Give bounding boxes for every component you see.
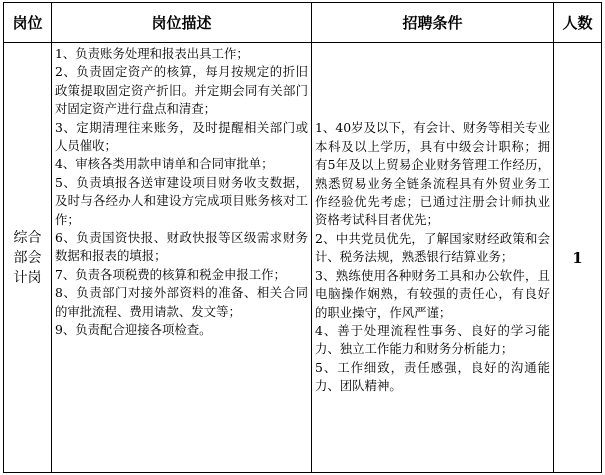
description-item: 2、负责固定资产的核算，每月按规定的折旧政策提取固定资产折旧。并定期会同有关部门对固定资产进行盘点和清查； <box>55 64 308 117</box>
description-item: 5、负责填报各送审建设项目财务收支数据，及时与各经办人和建设方完成项目账务核对工作； <box>55 174 308 227</box>
requirements-cell <box>312 43 554 473</box>
position-cell <box>4 43 52 473</box>
description-item: 3、定期清理往来账务，及时提醒相关部门或人员催收； <box>55 119 308 154</box>
description-item: 6、负责国资快报、财政快报等区级需求财务数据和报表的填报； <box>55 230 308 264</box>
job-table <box>3 2 602 473</box>
description-cell <box>52 43 312 473</box>
description-item: 9、负责配合迎接各项检查。 <box>55 322 212 338</box>
description-item: 8、负责部门对接外部资料的准备、相关合同的审批流程、费用请款、发文等； <box>55 285 308 319</box>
headcount-cell: 1 <box>554 43 602 473</box>
header-count: 人数 <box>554 3 602 43</box>
header-requirements: 招聘条件 <box>312 3 554 43</box>
header-position: 岗位 <box>4 3 52 43</box>
header-description: 岗位描述 <box>52 3 312 43</box>
requirement-item: 4、善于处理流程性事务、良好的学习能力、独立工作能力和财务分析能力； <box>315 322 550 357</box>
requirement-item: 2、中共党员优先，了解国家财经政策和会计、税务法规，熟悉银行结算业务； <box>315 230 550 265</box>
description-item: 7、负责各项税费的核算和税金申报工作； <box>55 266 286 282</box>
position-name: 综合部会计岗 <box>13 229 42 286</box>
description-item: 1、负责账务处理和报表出具工作； <box>55 46 249 61</box>
description-item: 4、审核各类用款申请单和合同审批单； <box>55 156 274 172</box>
requirement-item: 1、40岁及以下，有会计、财务等相关专业本科及以上学历，具有中级会计职称；拥有5年及以上贸易企业财务管理工作经历，熟悉贸易业务全链条流程具有外贸业务工作经验优先考虑；已通过注册会计师执业资格考试科目者优先； <box>315 120 550 228</box>
table-row <box>4 43 602 473</box>
requirement-item: 3、熟练使用各种财务工具和办公软件，且电脑操作娴熟，有较强的责任心，有良好的职业操守，作风严谨； <box>315 267 550 320</box>
header-row <box>4 3 602 43</box>
requirement-item: 5、工作细致，责任感强，良好的沟通能力、团队精神。 <box>315 359 550 394</box>
